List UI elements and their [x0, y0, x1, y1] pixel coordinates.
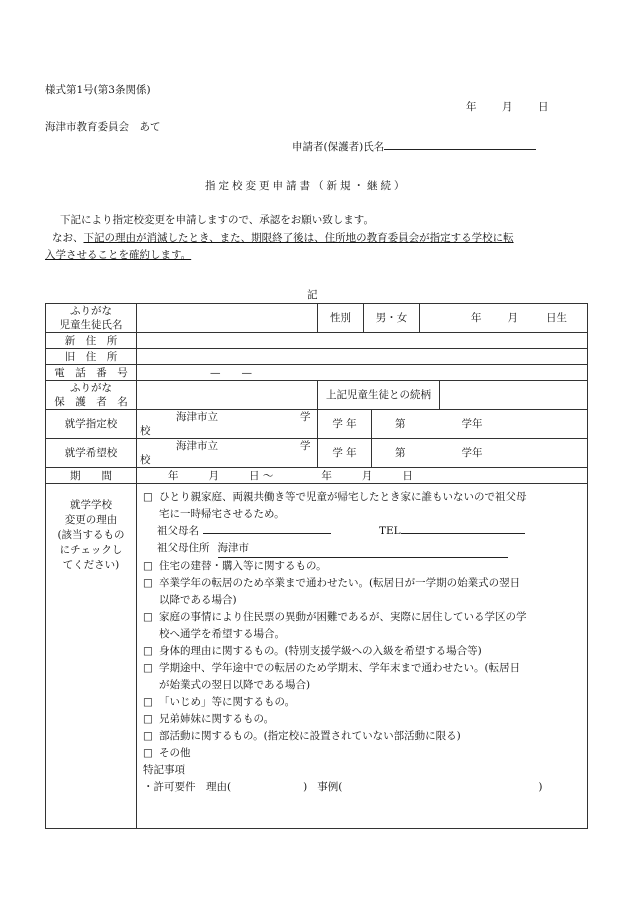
intro-prefix: なお、 [52, 232, 84, 244]
reason-7-text: 「いじめ」等に関するもの。 [159, 696, 296, 708]
reason-9-text: 部活動に関するもの。(指定校に設置されていない部活動に限る) [159, 730, 461, 742]
applicant-label: 申請者(保護者)氏名 [292, 141, 385, 153]
desired-city-label: 海津市立 [176, 440, 218, 452]
period-from-month: 月 [208, 469, 219, 482]
guardian-label-cell [46, 381, 137, 410]
guardian-name-label: 保 護 者 名 [54, 396, 128, 408]
designated-city-label: 海津市立 [176, 411, 218, 423]
reason-9[interactable] [143, 728, 583, 745]
reason-10-text: その他 [159, 747, 191, 759]
birth-month-label: 月 [507, 312, 519, 324]
grandparent-name-field[interactable] [203, 523, 331, 534]
form-number: 様式第1号(第3条関係) [45, 84, 151, 96]
reasons-cell [137, 484, 588, 829]
checkbox-icon[interactable]: □ [143, 560, 153, 572]
phone-label: 電 話 番 号 [46, 365, 137, 381]
gender-label: 性別 [318, 304, 364, 333]
intro-underlined-2: 入学させることを確約します。 [45, 249, 192, 261]
phone-field[interactable] [137, 365, 588, 381]
student-name-label-cell [46, 304, 137, 333]
reason-7[interactable] [143, 694, 583, 711]
special-notes-label: 特記事項 [143, 764, 185, 776]
date-day-label: 日 [538, 101, 549, 113]
birth-day-label: 日生 [546, 312, 568, 324]
reason-1-text: ひとり親家庭、両親共働き等で児童が帰宅したとき家に誰もいないので祖父母 [159, 491, 527, 503]
designated-school-suffix: 学校 [140, 411, 311, 437]
checkbox-icon[interactable]: □ [143, 730, 153, 742]
intro-underlined-1: 下記の理由が消滅したとき、また、期限終了後は、住所地の教育委員会が指定する学校に転 [83, 232, 514, 244]
period-label: 期 間 [46, 468, 137, 484]
gender-value[interactable]: 男・女 [364, 304, 420, 333]
student-name-field[interactable] [137, 304, 318, 333]
relationship-field[interactable] [440, 381, 588, 410]
reason-8-text: 兄弟姉妹に関するもの。 [159, 713, 275, 725]
designated-grade-field[interactable] [372, 410, 588, 439]
reason-10[interactable] [143, 745, 583, 762]
reason-4-text: 家庭の事情により住民票の異動が困難であるが、実際に居住している学区の学 [159, 611, 527, 623]
guardian-furigana-label: ふりがな [70, 382, 112, 394]
designated-school-field[interactable] [137, 410, 318, 439]
reason-3-cont: 以降である場合) [159, 594, 237, 606]
designated-school-label: 就学指定校 [46, 410, 137, 439]
checkbox-icon[interactable]: □ [143, 491, 153, 503]
ki-label: 記 [307, 289, 318, 301]
intro-line-3 [45, 247, 191, 262]
reason-6-cont: が始業式の翌日以降である場合) [159, 679, 311, 691]
desired-school-suffix: 学校 [140, 440, 311, 466]
reason-5[interactable] [143, 643, 583, 660]
permit-row [143, 779, 583, 796]
designated-dai-label: 第 [395, 418, 406, 430]
reason-label-5: てください) [62, 559, 120, 571]
reason-3[interactable] [143, 575, 583, 592]
grandparent-address-field[interactable] [218, 540, 508, 558]
old-address-field[interactable] [137, 349, 588, 365]
reason-2[interactable] [143, 558, 583, 575]
reason-1[interactable] [143, 489, 583, 506]
case-close: ) [538, 781, 543, 793]
reason-4[interactable] [143, 609, 583, 626]
application-table [45, 303, 588, 829]
grandparent-address-label: 祖父母住所 [157, 542, 210, 554]
furigana-label: ふりがな [70, 305, 112, 317]
tel-field[interactable] [401, 523, 525, 534]
reason-label-4: にチェックし [59, 544, 123, 556]
reason-8[interactable] [143, 711, 583, 728]
case-label: 事例( [317, 781, 343, 793]
intro-line-2 [52, 230, 514, 245]
relationship-label: 上記児童生徒との続柄 [318, 381, 440, 410]
checkbox-icon[interactable]: □ [143, 662, 153, 674]
document-title: 指定校変更申請書（新規・継続） [205, 180, 408, 192]
period-from-day: 日 〜 [249, 469, 274, 482]
desired-grade-label: 学 年 [318, 439, 372, 468]
phone-dashes: — — [210, 366, 252, 379]
applicant-row [292, 139, 536, 154]
designated-grade-label: 学 年 [318, 410, 372, 439]
desired-school-label: 就学希望校 [46, 439, 137, 468]
guardian-name-field[interactable] [137, 381, 318, 410]
grandparent-name-row [143, 523, 583, 540]
period-from-year: 年 [168, 469, 179, 482]
checkbox-icon[interactable]: □ [143, 713, 153, 725]
permit-label: ・許可要件 理由( [143, 781, 232, 793]
reason-label-1: 就学学校 [70, 499, 112, 511]
checkbox-icon[interactable]: □ [143, 611, 153, 623]
checkbox-icon[interactable]: □ [143, 645, 153, 657]
reason-1-cont: 宅に一時帰宅させるため。 [159, 508, 285, 520]
new-address-label: 新 住 所 [46, 333, 137, 349]
reason-6[interactable] [143, 660, 583, 677]
reason-label-3: (該当するもの [57, 529, 125, 541]
period-to-day: 日 [402, 469, 413, 482]
checkbox-icon[interactable]: □ [143, 577, 153, 589]
period-field[interactable] [137, 468, 588, 484]
period-to-year: 年 [321, 469, 332, 482]
intro-line-1: 下記により指定校変更を申請しますので、承認をお願い致します。 [60, 214, 374, 226]
permit-close: ) [303, 781, 308, 793]
desired-gakunen-label: 学年 [461, 447, 483, 459]
reason-label-cell [46, 484, 137, 829]
checkbox-icon[interactable]: □ [143, 747, 153, 759]
desired-grade-field[interactable] [372, 439, 588, 468]
grandparent-address-row [143, 540, 583, 558]
date-year-label: 年 [466, 101, 477, 113]
designated-gakunen-label: 学年 [461, 418, 483, 430]
date-month-label: 月 [502, 101, 513, 113]
checkbox-icon[interactable]: □ [143, 696, 153, 708]
desired-dai-label: 第 [395, 447, 406, 459]
applicant-name-field[interactable] [384, 139, 536, 150]
birth-year-label: 年 [471, 312, 482, 324]
reason-5-text: 身体的理由に関するもの。(特別支援学級への入級を希望する場合等) [159, 645, 482, 657]
student-name-label: 児童生徒氏名 [59, 319, 123, 331]
reason-4-cont: 校へ通学を希望する場合。 [159, 628, 285, 640]
kaizu-city-label: 海津市 [217, 542, 249, 554]
new-address-field[interactable] [137, 333, 588, 349]
desired-school-field[interactable] [137, 439, 318, 468]
reason-3-text: 卒業学年の転居のため卒業まで通わせたい。(転居日が一学期の始業式の翌日 [159, 577, 521, 589]
grandparent-name-label: 祖父母名 [157, 525, 199, 537]
reason-2-text: 住宅の建替・購入等に関するもの。 [159, 560, 327, 572]
tel-label: TEL [379, 525, 401, 537]
period-to-month: 月 [361, 469, 373, 482]
old-address-label: 旧 住 所 [46, 349, 137, 365]
addressee: 海津市教育委員会 あて [45, 121, 161, 133]
reason-6-text: 学期途中、学年途中での転居のため学期末、学年末まで通わせたい。(転居日 [159, 662, 521, 674]
birthdate-field[interactable] [420, 304, 588, 333]
reason-label-2: 変更の理由 [64, 514, 118, 526]
